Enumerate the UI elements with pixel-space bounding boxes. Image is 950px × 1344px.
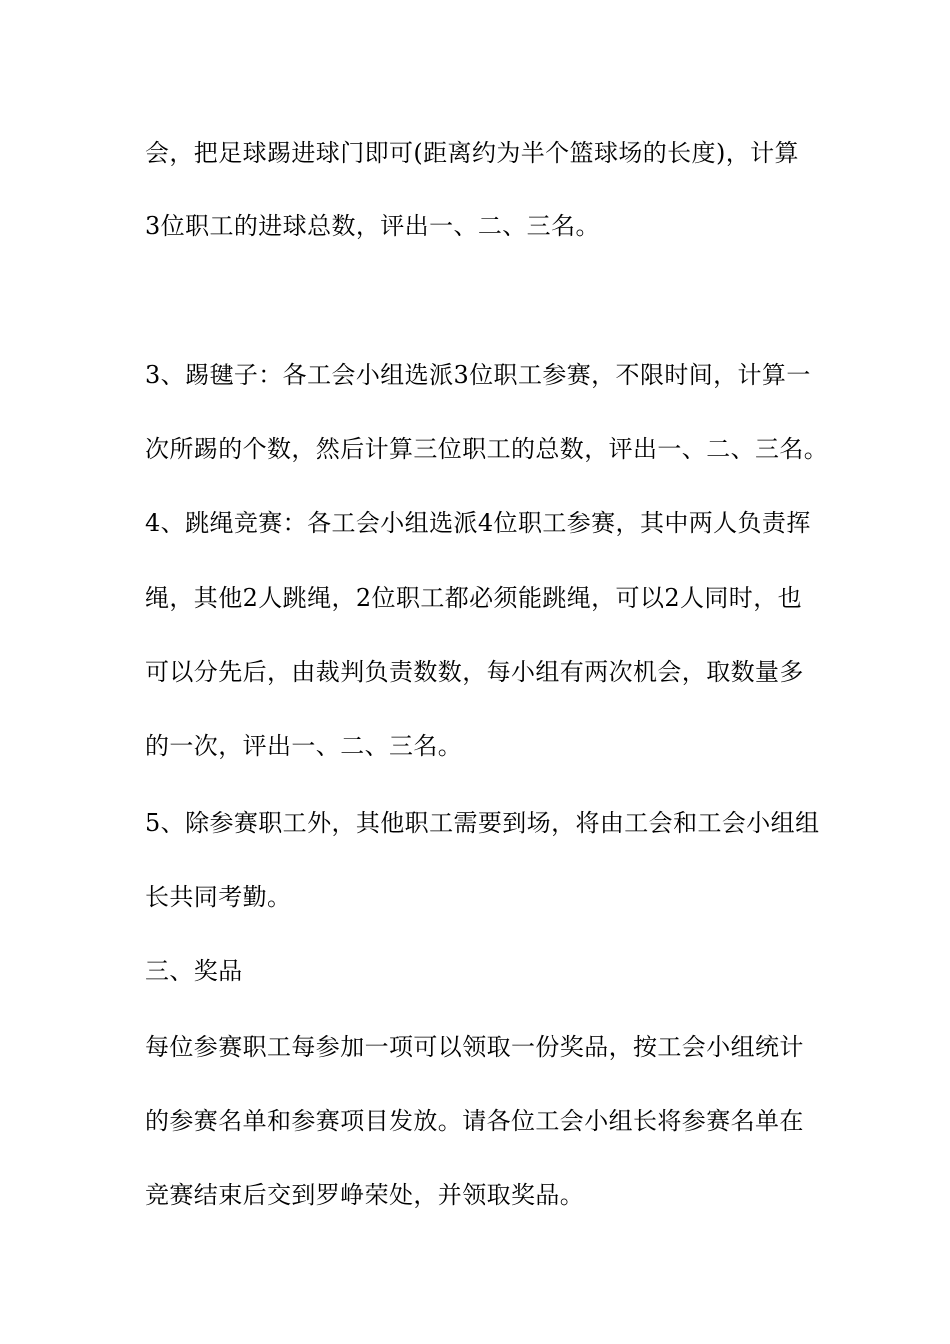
section-heading-prizes: 三、奖品 — [145, 957, 243, 985]
paragraph-line-prizes-2: 的参赛名单和参赛项目发放。请各位工会小组长将参赛名单在 — [145, 1107, 804, 1135]
paragraph-line-attendance: 5、除参赛职工外，其他职工需要到场，将由工会和工会小组组 — [145, 809, 820, 837]
paragraph-line-prizes-3: 竞赛结束后交到罗峥荣处，并领取奖品。 — [145, 1181, 585, 1209]
paragraph-line-prizes-1: 每位参赛职工每参加一项可以领取一份奖品，按工会小组统计 — [145, 1033, 804, 1061]
paragraph-line-football-rule: 会，把足球踢进球门即可(距离约为半个篮球场的长度)，计算 — [145, 139, 799, 167]
paragraph-line-jumprope-scoring: 的一次，评出一、二、三名。 — [145, 732, 463, 760]
paragraph-line-shuttlecock-scoring: 次所踢的个数，然后计算三位职工的总数，评出一、二、三名。 — [145, 435, 829, 463]
paragraph-line-jumprope-detail-2: 可以分先后，由裁判负责数数，每小组有两次机会，取数量多 — [145, 658, 804, 686]
paragraph-line-football-scoring: 3位职工的进球总数，评出一、二、三名。 — [145, 212, 600, 240]
paragraph-line-jumprope-rule: 4、跳绳竞赛：各工会小组选派4位职工参赛，其中两人负责挥 — [145, 509, 811, 537]
paragraph-line-attendance-end: 长共同考勤。 — [145, 883, 292, 911]
paragraph-line-shuttlecock-rule: 3、踢毽子：各工会小组选派3位职工参赛，不限时间，计算一 — [145, 361, 811, 389]
paragraph-line-jumprope-detail-1: 绳，其他2人跳绳，2位职工都必须能跳绳，可以2人同时，也 — [145, 584, 803, 612]
